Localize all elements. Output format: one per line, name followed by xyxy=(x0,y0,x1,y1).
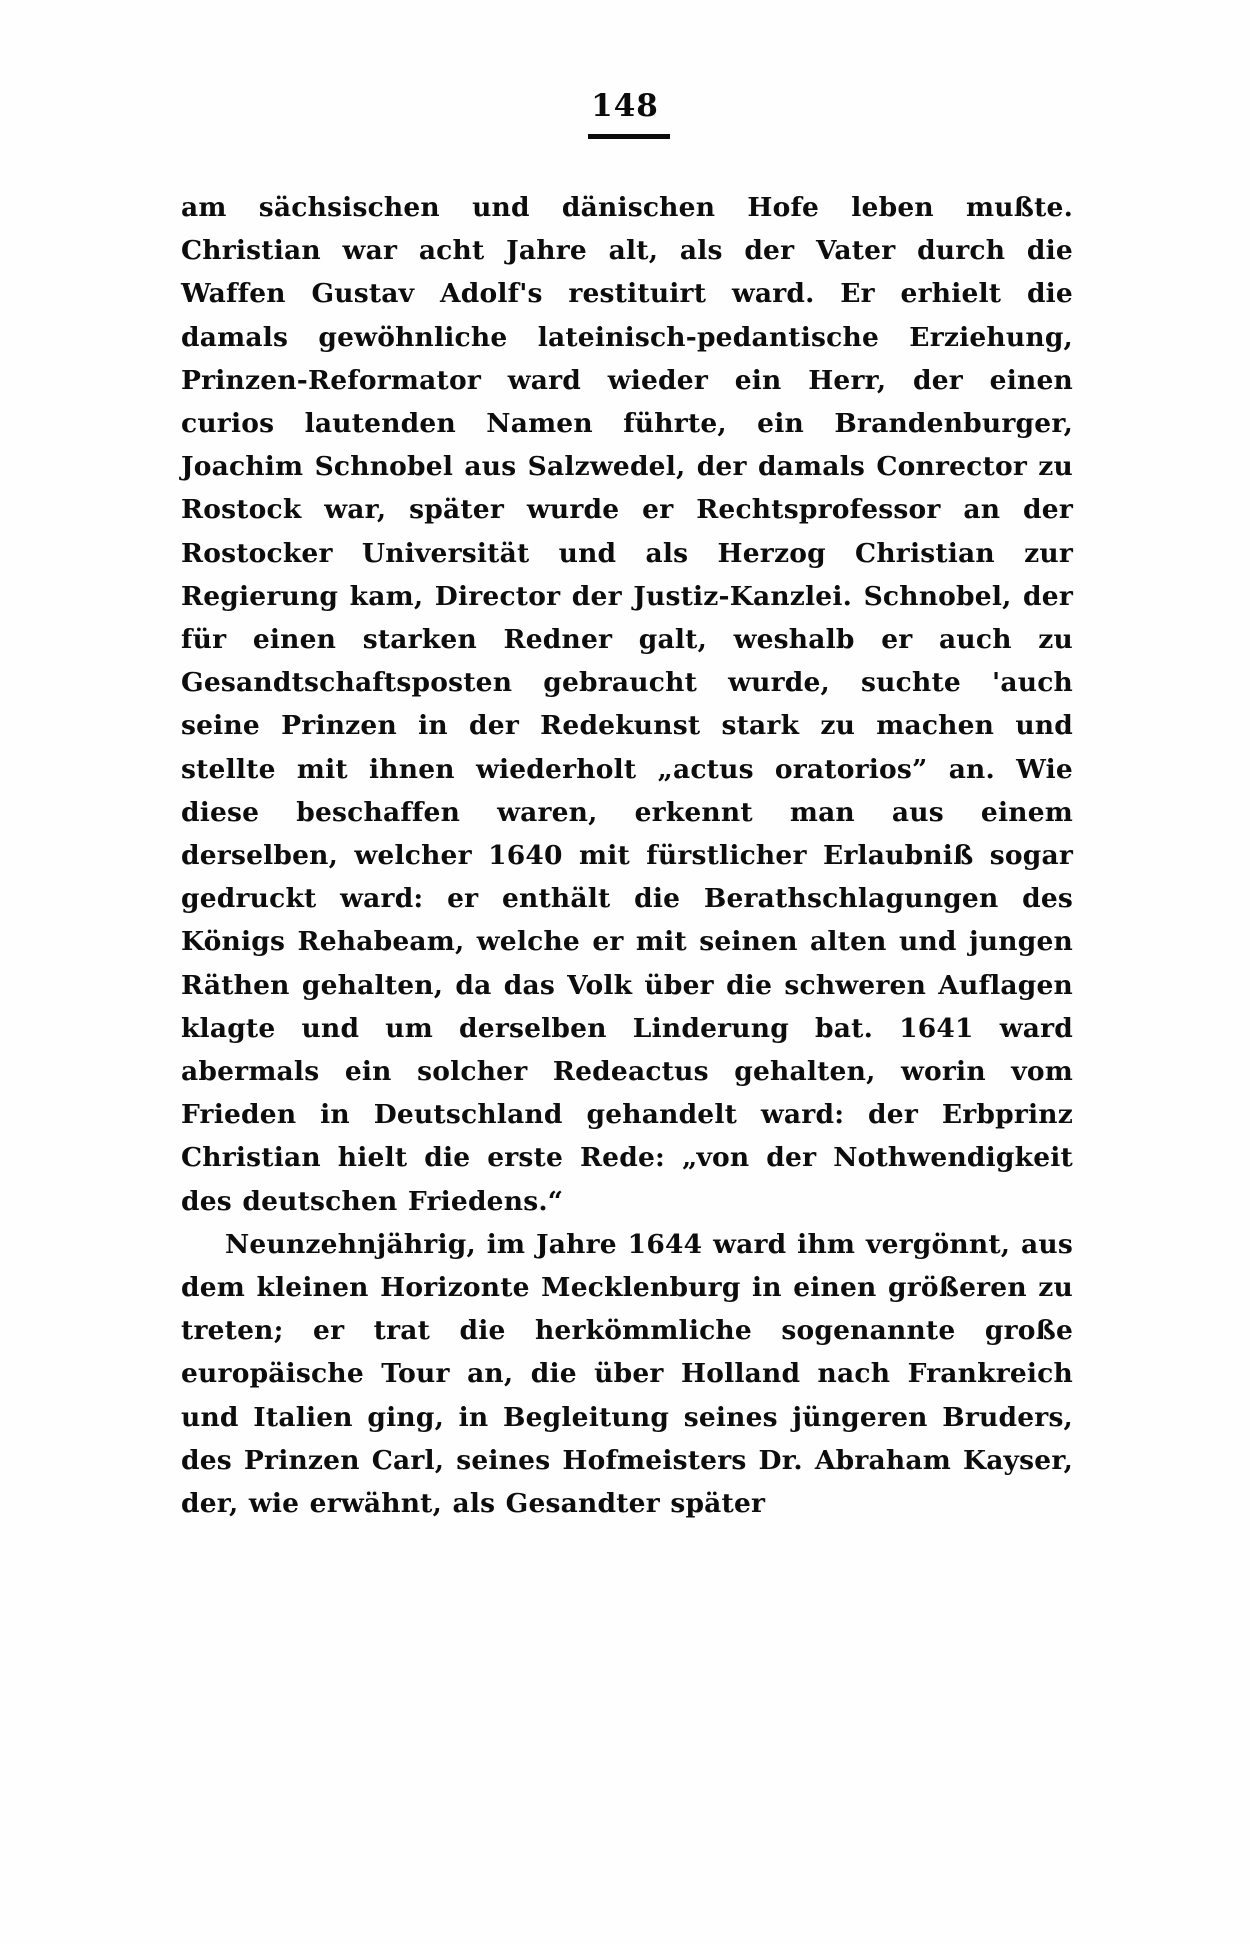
paragraph: Neunzehnjährig, im Jahre 1644 ward ihm vergönnt, aus dem kleinen Horizonte Mecklenburg in einen größeren zu treten; er trat die herkömmliche sogenannte große europäische Tour an, die über Holland nach Frankreich und Italien ging, in Begleitung seines jüngeren Bruders, des Prinzen Carl, seines Hofmeisters Dr. Abraham Kayser, der, wie erwähnt, als Gesandter später xyxy=(181,1228,1073,1520)
paragraph: am sächsischen und dänischen Hofe leben mußte. Christian war acht Jahre alt, als der Vater durch die Waffen Gustav Adolf's restituirt ward. Er erhielt die damals gewöhnliche lateinisch-pedantische Erziehung, Prinzen-Reformator ward wieder ein Herr, der einen curios lautenden Namen führte, ein Brandenburger, Joachim Schnobel aus Salzwedel, der damals Conrector zu Rostock war, später wurde er Rechtsprofessor an der Rostocker Universität und als Herzog Christian zur Regierung kam, Director der Justiz-Kanzlei. Schnobel, der für einen starken Redner galt, weshalb er auch zu Gesandtschaftsposten gebraucht wurde, suchte 'auch seine Prinzen in der Redekunst stark zu machen und stellte mit ihnen wiederholt „actus oratorios” an. Wie diese beschaffen waren, erkennt man aus einem derselben, welcher 1640 mit fürstlicher Erlaubniß sogar gedruckt ward: er enthält die Berathschlagungen des Königs Rehabeam, welche er mit seinen alten und jungen Räthen gehalten, da das Volk über die schweren Auflagen klagte und um derselben Linderung bat. 1641 ward abermals ein solcher Redeactus gehalten, worin vom Frieden in Deutschland gehandelt ward: der Erbprinz Christian hielt die erste Rede: „von der Nothwendigkeit des deutschen Friedens.“ xyxy=(181,192,1073,1217)
page-header xyxy=(0,88,1250,124)
page-number: 148 xyxy=(591,88,659,124)
header-rule xyxy=(588,134,670,139)
body-text-column xyxy=(181,186,1073,1525)
